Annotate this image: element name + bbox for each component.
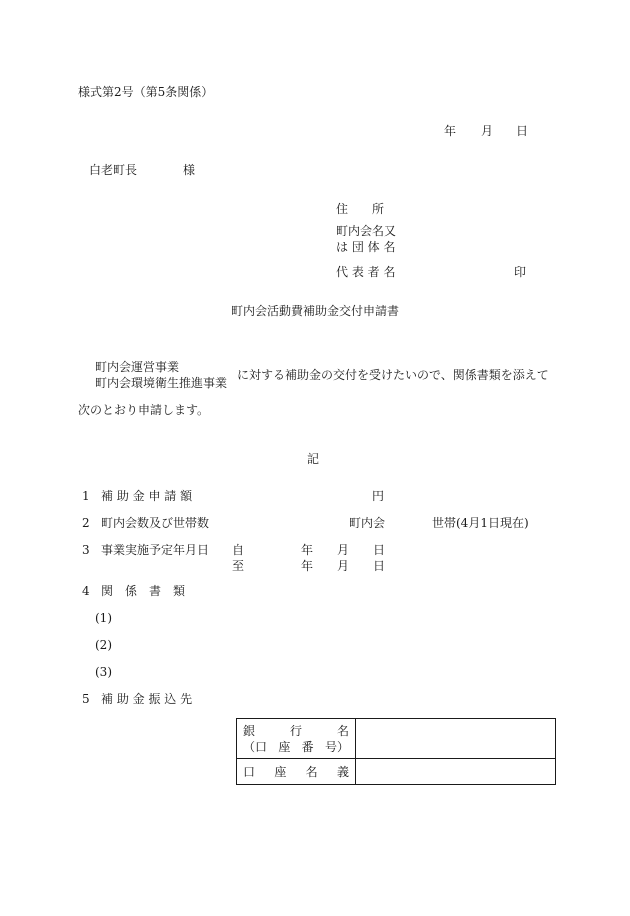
account-holder-label-char: 名 bbox=[305, 764, 318, 779]
date-month: 月 bbox=[481, 124, 494, 138]
ki-heading: 記 bbox=[307, 452, 320, 466]
date-year: 年 bbox=[444, 124, 457, 138]
date-to-day: 日 bbox=[373, 559, 386, 573]
bank-name-row bbox=[237, 719, 556, 759]
date-to-year: 年 bbox=[301, 559, 314, 573]
bank-transfer-table bbox=[236, 718, 556, 785]
recipient-name: 白老町長 bbox=[89, 163, 138, 177]
item-3-number: 3 bbox=[82, 543, 90, 557]
item-5-label: 補 助 金 振 込 先 bbox=[101, 692, 193, 706]
recipient-honorific: 様 bbox=[183, 163, 196, 177]
date-from-label: 自 bbox=[232, 543, 245, 557]
account-number-label-char: 号） bbox=[324, 739, 349, 754]
account-holder-label-char: 座 bbox=[274, 764, 287, 779]
org-label-line1: 町内会名又 bbox=[336, 224, 397, 238]
item-3-label: 事業実施予定年月日 bbox=[101, 543, 210, 557]
item-2-number: 2 bbox=[82, 516, 90, 530]
form-id: 様式第2号（第5条関係） bbox=[78, 85, 214, 99]
body-text-line1: に対する補助金の交付を受けたいので、関係書類を添えて bbox=[237, 368, 549, 382]
item-4-label: 関 係 書 類 bbox=[101, 584, 186, 598]
item-2-unit-households: 世帯(4月1日現在) bbox=[432, 516, 529, 530]
bank-label-char: 行 bbox=[289, 723, 302, 738]
seal-mark: 印 bbox=[514, 265, 527, 279]
account-number-label-char: 座 bbox=[278, 739, 291, 754]
account-holder-label-char: 口 bbox=[243, 764, 256, 779]
bank-name-value-cell bbox=[356, 719, 556, 759]
account-number-label-char: （口 bbox=[243, 739, 268, 754]
bank-label-char: 名 bbox=[336, 723, 349, 738]
bank-name-label-cell bbox=[237, 719, 356, 759]
item-1-number: 1 bbox=[82, 489, 90, 503]
address-label: 住 所 bbox=[336, 202, 385, 216]
item-2-unit-associations: 町内会 bbox=[349, 516, 386, 530]
account-holder-label-cell bbox=[237, 759, 356, 785]
project-name-1: 町内会運営事業 bbox=[95, 360, 180, 374]
document-entry: (2) bbox=[95, 638, 112, 652]
account-holder-value-cell bbox=[356, 759, 556, 785]
item-5-number: 5 bbox=[82, 692, 90, 706]
bank-label-char: 銀 bbox=[243, 723, 256, 738]
body-text-line2: 次のとおり申請します。 bbox=[78, 403, 210, 417]
org-label-line2: は 団 体 名 bbox=[336, 240, 396, 254]
document-entry: (1) bbox=[95, 611, 112, 625]
date-from-month: 月 bbox=[337, 543, 350, 557]
date-day: 日 bbox=[516, 124, 529, 138]
date-from-year: 年 bbox=[301, 543, 314, 557]
account-number-label-char: 番 bbox=[301, 739, 314, 754]
date-to-month: 月 bbox=[337, 559, 350, 573]
account-holder-label-char: 義 bbox=[336, 764, 349, 779]
item-2-label: 町内会数及び世帯数 bbox=[101, 516, 210, 530]
date-to-label: 至 bbox=[232, 559, 245, 573]
date-from-day: 日 bbox=[373, 543, 386, 557]
document-entry: (3) bbox=[95, 665, 112, 679]
account-holder-row bbox=[237, 759, 556, 785]
document-title: 町内会活動費補助金交付申請書 bbox=[231, 304, 400, 318]
item-4-number: 4 bbox=[82, 584, 90, 598]
representative-label: 代 表 者 名 bbox=[336, 265, 396, 279]
item-1-unit: 円 bbox=[372, 489, 385, 503]
item-1-label: 補 助 金 申 請 額 bbox=[101, 489, 193, 503]
project-name-2: 町内会環境衛生推進事業 bbox=[95, 376, 228, 390]
